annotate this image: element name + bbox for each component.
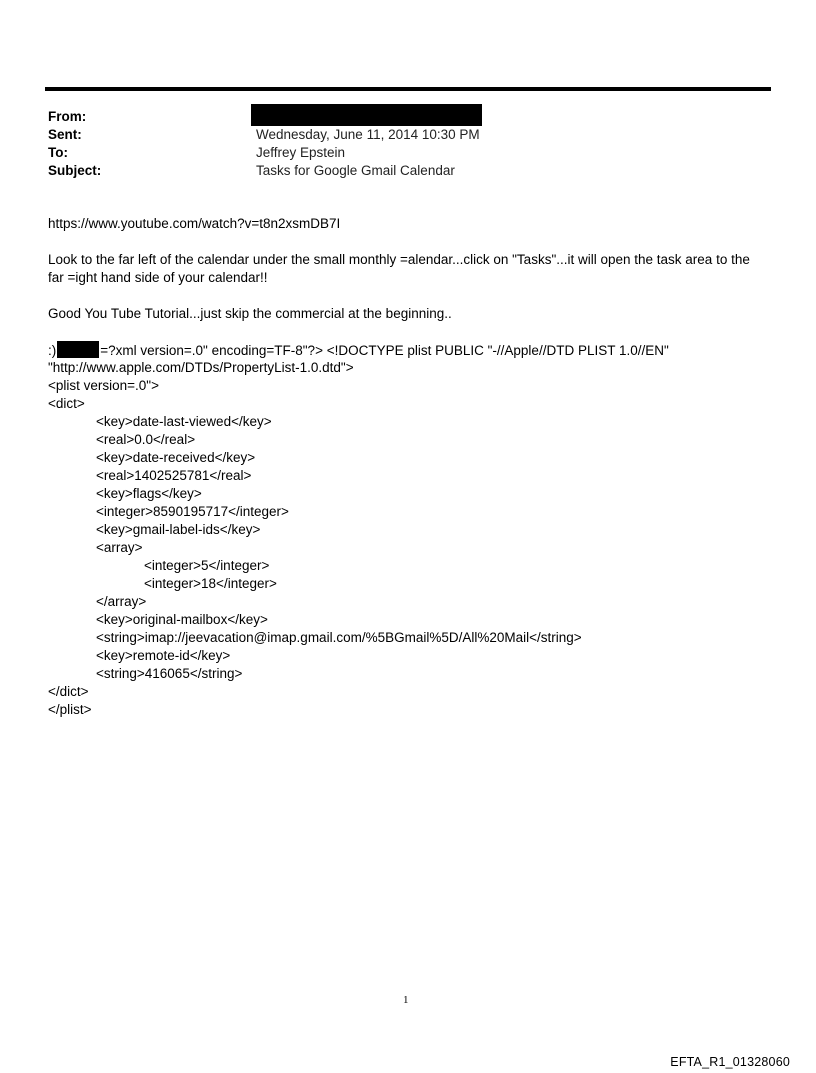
xml-line: </dict>: [48, 684, 89, 699]
xml-line: <real>1402525781</real>: [96, 468, 252, 483]
sent-value: Wednesday, June 11, 2014 10:30 PM: [256, 127, 480, 142]
xml-line: </plist>: [48, 702, 92, 717]
to-value: Jeffrey Epstein: [256, 145, 346, 160]
from-redaction: [251, 104, 482, 126]
xml-line: <key>date-last-viewed</key>: [96, 414, 272, 429]
xml-line: <string>416065</string>: [96, 666, 243, 681]
body-paragraph: Good You Tube Tutorial...just skip the commercial at the beginning..: [48, 306, 452, 321]
from-label: From:: [48, 109, 87, 124]
subject-label: Subject:: [48, 163, 102, 178]
xml-line: <integer>18</integer>: [144, 576, 277, 591]
inline-redaction: [57, 341, 99, 358]
subject-value: Tasks for Google Gmail Calendar: [256, 163, 455, 178]
header-rule: [45, 87, 771, 91]
xml-line: <integer>5</integer>: [144, 558, 270, 573]
xml-line: <key>flags</key>: [96, 486, 202, 501]
page-number: 1: [403, 994, 409, 1006]
youtube-link[interactable]: https://www.youtube.com/watch?v=t8n2xsmDB7I: [48, 216, 341, 231]
xml-line: <array>: [96, 540, 143, 555]
xml-line: <real>0.0</real>: [96, 432, 196, 447]
xml-line: <dict>: [48, 396, 85, 411]
body-paragraph-line: far =ight hand side of your calendar!!: [48, 270, 268, 285]
body-paragraph-line: Look to the far left of the calendar under the small monthly =alendar...click on "Tasks"...it will open the task area to the: [48, 252, 750, 267]
sent-label: Sent:: [48, 127, 82, 142]
xml-line: <plist version=.0">: [48, 378, 159, 393]
xml-line: <string>imap://jeevacation@imap.gmail.com/%5BGmail%5D/All%20Mail</string>: [96, 630, 582, 645]
bates-number: EFTA_R1_01328060: [670, 1055, 790, 1069]
xml-line: <key>remote-id</key>: [96, 648, 231, 663]
xml-declaration: =?xml version=.0" encoding=TF-8"?> <!DOCTYPE plist PUBLIC "-//Apple//DTD PLIST 1.0//EN": [100, 343, 669, 358]
to-label: To:: [48, 145, 68, 160]
xml-line: <key>original-mailbox</key>: [96, 612, 268, 627]
smiley-text: :): [48, 343, 57, 358]
xml-line: <integer>8590195717</integer>: [96, 504, 289, 519]
xml-line: "http://www.apple.com/DTDs/PropertyList-1.0.dtd">: [48, 360, 354, 375]
xml-line: <key>date-received</key>: [96, 450, 256, 465]
xml-line: <key>gmail-label-ids</key>: [96, 522, 261, 537]
xml-line: </array>: [96, 594, 147, 609]
xml-first-line: [48, 341, 768, 360]
